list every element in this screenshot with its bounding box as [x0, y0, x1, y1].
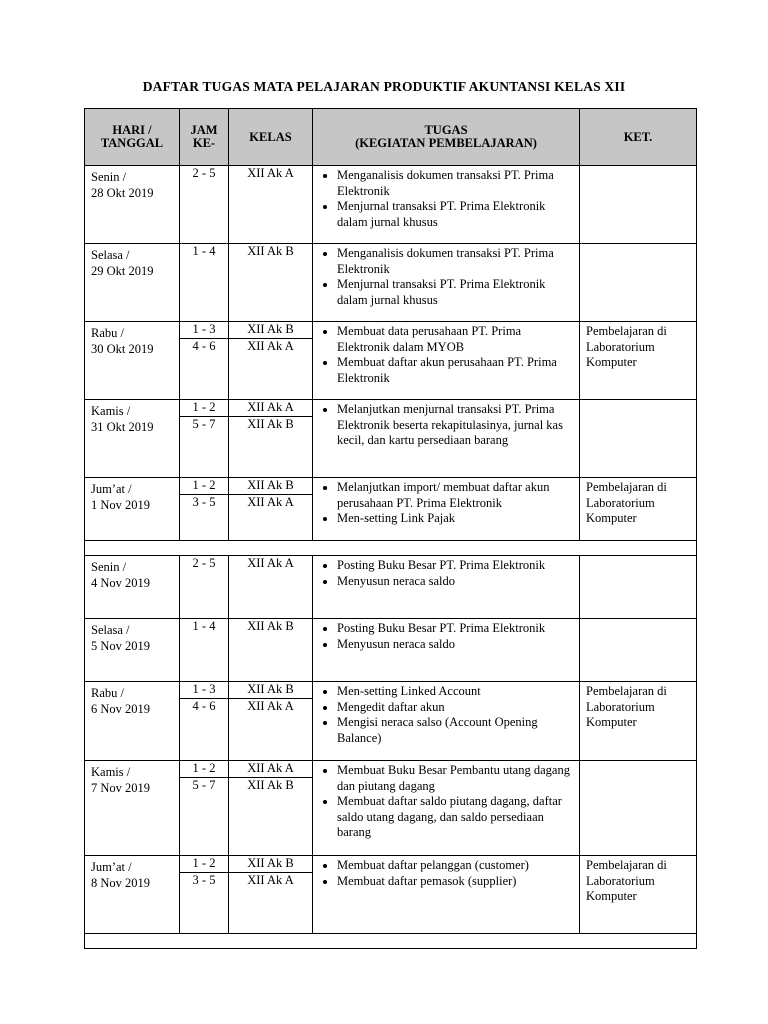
day-label: Jum’at / — [91, 860, 132, 874]
schedule-row — [85, 400, 697, 478]
task-list — [313, 478, 579, 527]
day-date — [85, 244, 179, 279]
spacer-cell — [85, 541, 697, 556]
jam-value: 5 - 7 — [180, 777, 228, 793]
schedule-row — [85, 556, 697, 619]
jam-cell — [180, 166, 229, 244]
jam-value: 2 - 5 — [192, 166, 216, 180]
day-cell — [85, 478, 180, 541]
schedule-row — [85, 322, 697, 400]
day-label: Kamis / — [91, 765, 131, 779]
day-date — [85, 322, 179, 357]
task-list — [313, 322, 579, 386]
day-cell — [85, 761, 180, 856]
day-label: Senin / — [91, 560, 127, 574]
schedule-row — [85, 761, 697, 856]
jam-value: 1 - 3 — [192, 682, 216, 696]
day-date — [85, 682, 179, 717]
ket-cell — [580, 400, 697, 478]
kelas-cell — [229, 322, 313, 400]
task-item: • Membuat data perusahaan PT. Prima Elektronik dalam MYOB — [337, 324, 575, 355]
tugas-cell — [313, 761, 580, 856]
kelas-value: XII Ak A — [247, 400, 294, 414]
header-ket: KET. — [580, 109, 697, 166]
kelas-cell — [229, 761, 313, 856]
task-item: • Menjurnal transaksi PT. Prima Elektronik dalam jurnal khusus — [337, 277, 575, 308]
jam-cell — [180, 244, 229, 322]
ket-note: Pembelajaran di Laboratorium Komputer — [586, 480, 667, 525]
day-label: Kamis / — [91, 404, 131, 418]
kelas-value: XII Ak A — [247, 556, 294, 570]
task-list — [313, 244, 579, 308]
kelas-value: XII Ak B — [247, 856, 294, 870]
ket-cell — [580, 761, 697, 856]
jam-cell — [180, 556, 229, 619]
day-date — [85, 619, 179, 654]
tugas-cell — [313, 400, 580, 478]
day-date — [85, 761, 179, 796]
jam-value: 1 - 2 — [192, 761, 216, 775]
jam-cell — [180, 400, 229, 478]
document-title: DAFTAR TUGAS MATA PELAJARAN PRODUKTIF AKUNTANSI KELAS XII — [142, 79, 626, 94]
header-tugas: TUGAS (KEGIATAN PEMBELAJARAN) — [313, 109, 580, 166]
kelas-value: XII Ak A — [229, 698, 312, 714]
day-cell — [85, 400, 180, 478]
kelas-value: XII Ak B — [247, 322, 294, 336]
jam-cell — [180, 478, 229, 541]
ket-cell — [580, 856, 697, 934]
day-label: Selasa / — [91, 248, 130, 262]
kelas-value: XII Ak A — [229, 338, 312, 354]
task-item: • Menyusun neraca saldo — [337, 574, 575, 590]
ket-cell — [580, 682, 697, 761]
tugas-cell — [313, 166, 580, 244]
spacer-row — [85, 934, 697, 949]
day-label: Selasa / — [91, 623, 130, 637]
day-date — [85, 478, 179, 513]
tugas-cell — [313, 478, 580, 541]
ket-note — [580, 400, 696, 402]
task-item: • Mengisi neraca salso (Account Opening Balance) — [337, 715, 575, 746]
task-item: • Men-setting Linked Account — [337, 684, 575, 700]
ket-cell — [580, 478, 697, 541]
day-label: Rabu / — [91, 686, 124, 700]
ket-cell — [580, 619, 697, 682]
task-item: • Posting Buku Besar PT. Prima Elektronik — [337, 621, 575, 637]
jam-cell — [180, 856, 229, 934]
day-cell — [85, 856, 180, 934]
day-cell — [85, 556, 180, 619]
tugas-cell — [313, 244, 580, 322]
ket-cell — [580, 322, 697, 400]
jam-cell — [180, 761, 229, 856]
kelas-value: XII Ak A — [229, 872, 312, 888]
task-item: • Mengedit daftar akun — [337, 700, 575, 716]
header-hari: HARI / TANGGAL — [85, 109, 180, 166]
jam-value: 3 - 5 — [180, 494, 228, 510]
ket-note — [580, 166, 696, 168]
task-item: • Menganalisis dokumen transaksi PT. Prima Elektronik — [337, 246, 575, 277]
jam-value: 4 - 6 — [180, 698, 228, 714]
header-row — [85, 109, 697, 166]
day-label: Jum’at / — [91, 482, 132, 496]
kelas-value: XII Ak B — [229, 416, 312, 432]
header-kelas: KELAS — [229, 109, 313, 166]
task-item: • Membuat daftar akun perusahaan PT. Prima Elektronik — [337, 355, 575, 386]
task-list — [313, 856, 579, 889]
task-item: • Menganalisis dokumen transaksi PT. Prima Elektronik — [337, 168, 575, 199]
task-list — [313, 761, 579, 841]
day-date — [85, 556, 179, 591]
schedule-row — [85, 856, 697, 934]
jam-value: 1 - 4 — [192, 619, 216, 633]
day-date — [85, 400, 179, 435]
task-item: • Posting Buku Besar PT. Prima Elektronik — [337, 558, 575, 574]
task-item: • Membuat daftar pelanggan (customer) — [337, 858, 575, 874]
day-cell — [85, 244, 180, 322]
day-label: Senin / — [91, 170, 127, 184]
date-label: 1 Nov 2019 — [91, 498, 151, 512]
day-cell — [85, 322, 180, 400]
date-label: 7 Nov 2019 — [91, 781, 151, 795]
task-list — [313, 400, 579, 449]
jam-value: 3 - 5 — [180, 872, 228, 888]
ket-note: Pembelajaran di Laboratorium Komputer — [586, 684, 667, 729]
task-list — [313, 682, 579, 746]
kelas-cell — [229, 478, 313, 541]
task-item: • Melanjutkan import/ membuat daftar akun perusahaan PT. Prima Elektronik — [337, 480, 575, 511]
task-list — [313, 556, 579, 589]
day-cell — [85, 619, 180, 682]
schedule-row — [85, 478, 697, 541]
kelas-cell — [229, 856, 313, 934]
ket-cell — [580, 556, 697, 619]
day-cell — [85, 682, 180, 761]
kelas-value: XII Ak A — [247, 761, 294, 775]
schedule-row — [85, 619, 697, 682]
day-date — [85, 856, 179, 891]
jam-value: 2 - 5 — [192, 556, 216, 570]
task-item: • Membuat daftar pemasok (supplier) — [337, 874, 575, 890]
task-item: • Membuat daftar saldo piutang dagang, daftar saldo utang dagang, dan saldo persediaan barang — [337, 794, 575, 841]
day-date — [85, 166, 179, 201]
schedule-row — [85, 166, 697, 244]
task-list — [313, 619, 579, 652]
date-label: 6 Nov 2019 — [91, 702, 151, 716]
jam-cell — [180, 682, 229, 761]
spacer-row — [85, 541, 697, 556]
kelas-value: XII Ak A — [229, 494, 312, 510]
kelas-cell — [229, 400, 313, 478]
schedule-table — [84, 108, 697, 949]
kelas-cell — [229, 556, 313, 619]
tugas-cell — [313, 619, 580, 682]
task-item: • Melanjutkan menjurnal transaksi PT. Prima Elektronik beserta rekapitulasinya, jurnal kas kecil, dan kartu persediaan barang — [337, 402, 575, 449]
schedule-row — [85, 682, 697, 761]
task-item: • Menjurnal transaksi PT. Prima Elektronik dalam jurnal khusus — [337, 199, 575, 230]
kelas-value: XII Ak B — [247, 478, 294, 492]
jam-value: 1 - 3 — [192, 322, 216, 336]
ket-note — [580, 619, 696, 621]
kelas-value: XII Ak B — [247, 244, 294, 258]
kelas-cell — [229, 619, 313, 682]
jam-value: 1 - 2 — [192, 856, 216, 870]
tugas-cell — [313, 322, 580, 400]
date-label: 5 Nov 2019 — [91, 639, 151, 653]
ket-cell — [580, 166, 697, 244]
ket-note — [580, 556, 696, 558]
jam-cell — [180, 322, 229, 400]
spacer-cell — [85, 934, 697, 949]
ket-note: Pembelajaran di Laboratorium Komputer — [586, 324, 667, 369]
jam-cell — [180, 619, 229, 682]
task-item: • Menyusun neraca saldo — [337, 637, 575, 653]
ket-note — [580, 244, 696, 246]
date-label: 28 Okt 2019 — [91, 186, 154, 200]
header-jam: JAM KE- — [180, 109, 229, 166]
date-label: 4 Nov 2019 — [91, 576, 151, 590]
task-item: • Men-setting Link Pajak — [337, 511, 575, 527]
kelas-cell — [229, 244, 313, 322]
kelas-value: XII Ak B — [229, 777, 312, 793]
schedule-row — [85, 244, 697, 322]
jam-value: 1 - 2 — [192, 478, 216, 492]
jam-value: 1 - 2 — [192, 400, 216, 414]
jam-value: 1 - 4 — [192, 244, 216, 258]
kelas-value: XII Ak B — [247, 682, 294, 696]
tugas-cell — [313, 682, 580, 761]
tugas-cell — [313, 556, 580, 619]
ket-note — [580, 761, 696, 763]
day-cell — [85, 166, 180, 244]
kelas-cell — [229, 682, 313, 761]
date-label: 31 Okt 2019 — [91, 420, 154, 434]
jam-value: 5 - 7 — [180, 416, 228, 432]
date-label: 8 Nov 2019 — [91, 876, 151, 890]
task-item: • Membuat Buku Besar Pembantu utang dagang dan piutang dagang — [337, 763, 575, 794]
day-label: Rabu / — [91, 326, 124, 340]
kelas-cell — [229, 166, 313, 244]
ket-note: Pembelajaran di Laboratorium Komputer — [586, 858, 667, 903]
kelas-value: XII Ak B — [247, 619, 294, 633]
date-label: 29 Okt 2019 — [91, 264, 154, 278]
task-list — [313, 166, 579, 230]
ket-cell — [580, 244, 697, 322]
date-label: 30 Okt 2019 — [91, 342, 154, 356]
jam-value: 4 - 6 — [180, 338, 228, 354]
tugas-cell — [313, 856, 580, 934]
kelas-value: XII Ak A — [247, 166, 294, 180]
